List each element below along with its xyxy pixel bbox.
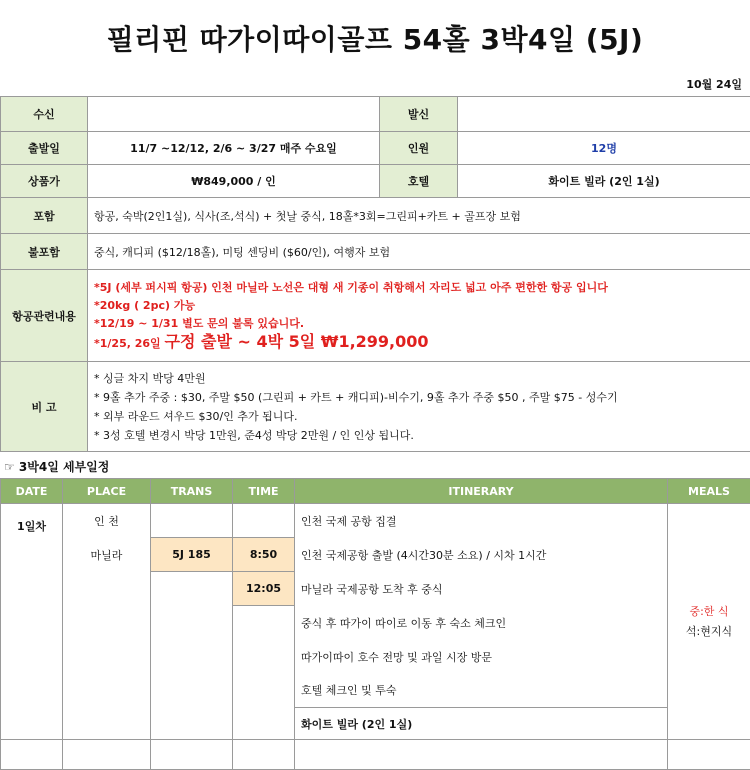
air-special-dates: *1/25, 26일 [94,337,161,350]
note-line: * 외부 라운드 셔우드 $30/인 추가 됩니다. [94,407,744,426]
air-special [94,333,744,353]
place-cell [63,572,151,606]
air-line: *5J (세부 퍼시픽 항공) 인천 마닐라 노선은 대형 새 기종이 취항해서 자리도 넓고 아주 편한한 항공 입니다 [94,279,744,297]
itinerary-cell: 인천 국제공항 출발 (4시간30분 소요) / 시차 1시간 [295,538,668,572]
departure-value: 11/7 ~12/12, 2/6 ~ 3/27 매주 수요일 [88,132,380,165]
hotel-label: 호텔 [380,165,458,198]
trans-cell [151,640,233,674]
table-row [1,538,750,572]
note-list [88,362,750,452]
document-date: 10월 24일 [686,76,742,92]
header-meals: MEALS [668,479,750,504]
time-cell [233,708,295,740]
air-notes [88,270,750,362]
info-table [0,96,750,452]
hotel-value: 화이트 빌라 (2인 1실) [458,165,750,198]
note-line: * 싱글 차지 박당 4만원 [94,369,744,388]
sender-label: 수신 [1,97,88,132]
header-time: TIME [233,479,295,504]
itinerary-cell: 호텔 체크인 및 투숙 [295,674,668,708]
note-line: * 3성 호텔 변경시 박당 1만원, 준4성 박당 2만원 / 인 인상 됩니다. [94,426,744,445]
note-label: 비 고 [1,362,88,452]
price-label: 상품가 [1,165,88,198]
table-row [1,674,750,708]
departure-label: 출발일 [1,132,88,165]
place-cell [63,674,151,708]
from-value [458,97,750,132]
itinerary-cell: 마닐라 국제공항 도착 후 중식 [295,572,668,606]
header-place: PLACE [63,479,151,504]
section-title: ☞ 3박4일 세부일정 [4,458,109,475]
itinerary-cell: 중식 후 따가이 따이로 이동 후 숙소 체크인 [295,606,668,640]
place-cell [63,606,151,640]
exclude-value: 중식, 캐디피 ($12/18홀), 미팅 센딩비 ($60/인), 여행자 보험 [88,234,750,270]
header-trans: TRANS [151,479,233,504]
trans-cell [151,572,233,606]
table-row [1,708,750,740]
from-label: 발신 [380,97,458,132]
exclude-label: 불포함 [1,234,88,270]
trans-cell [151,606,233,640]
people-value: 12명 [458,132,750,165]
include-value: 항공, 숙박(2인1실), 식사(조,석식) + 첫날 중식, 18홀*3회=그린피+카트 + 골프장 보험 [88,198,750,234]
trans-cell [151,674,233,708]
place-cell: 마닐라 [63,538,151,572]
itinerary-cell: 따가이따이 호수 전망 및 과일 시장 방문 [295,640,668,674]
page-title: 필리핀 따가이따이골프 54홀 3박4일 (5J) [0,18,750,58]
day1-meals [668,504,750,740]
time-cell: 12:05 [233,572,295,606]
itinerary-cell: 인천 국제 공항 집결 [295,504,668,538]
time-cell: 8:50 [233,538,295,572]
people-label: 인원 [380,132,458,165]
place-cell [63,640,151,674]
hotel-line: 화이트 빌라 (2인 1실) [295,708,668,740]
air-line: *20kg ( 2pc) 가능 [94,297,744,315]
table-row [1,740,750,770]
place-cell: 인 천 [63,504,151,538]
note-line: * 9홀 추가 주중 : $30, 주말 $50 (그린피 + 카트 + 캐디피)-비수기, 9홀 추가 주중 $50 , 주말 $75 - 성수기 [94,388,744,407]
air-special-offer: 구정 출발 ~ 4박 5일 ₩1,299,000 [165,332,429,351]
header-date: DATE [1,479,63,504]
price-value: ₩849,000 / 인 [88,165,380,198]
meal-dinner: 석:현지식 [674,622,744,642]
trans-cell [151,708,233,740]
table-row [1,572,750,606]
place-cell [63,708,151,740]
header-itinerary: ITINERARY [295,479,668,504]
trans-cell [151,504,233,538]
time-cell [233,504,295,538]
table-row [1,606,750,640]
time-cell [233,640,295,674]
include-label: 포함 [1,198,88,234]
meal-lunch: 중:한 식 [674,602,744,622]
trans-cell: 5J 185 [151,538,233,572]
time-cell [233,674,295,708]
day1-date: 1일차 [1,504,63,740]
table-row [1,504,750,538]
air-line: *12/19 ~ 1/31 별도 문의 불록 있습니다. [94,315,744,333]
sender-value [88,97,380,132]
time-cell [233,606,295,640]
schedule-table [0,478,750,770]
table-row [1,640,750,674]
air-label: 항공관련내용 [1,270,88,362]
